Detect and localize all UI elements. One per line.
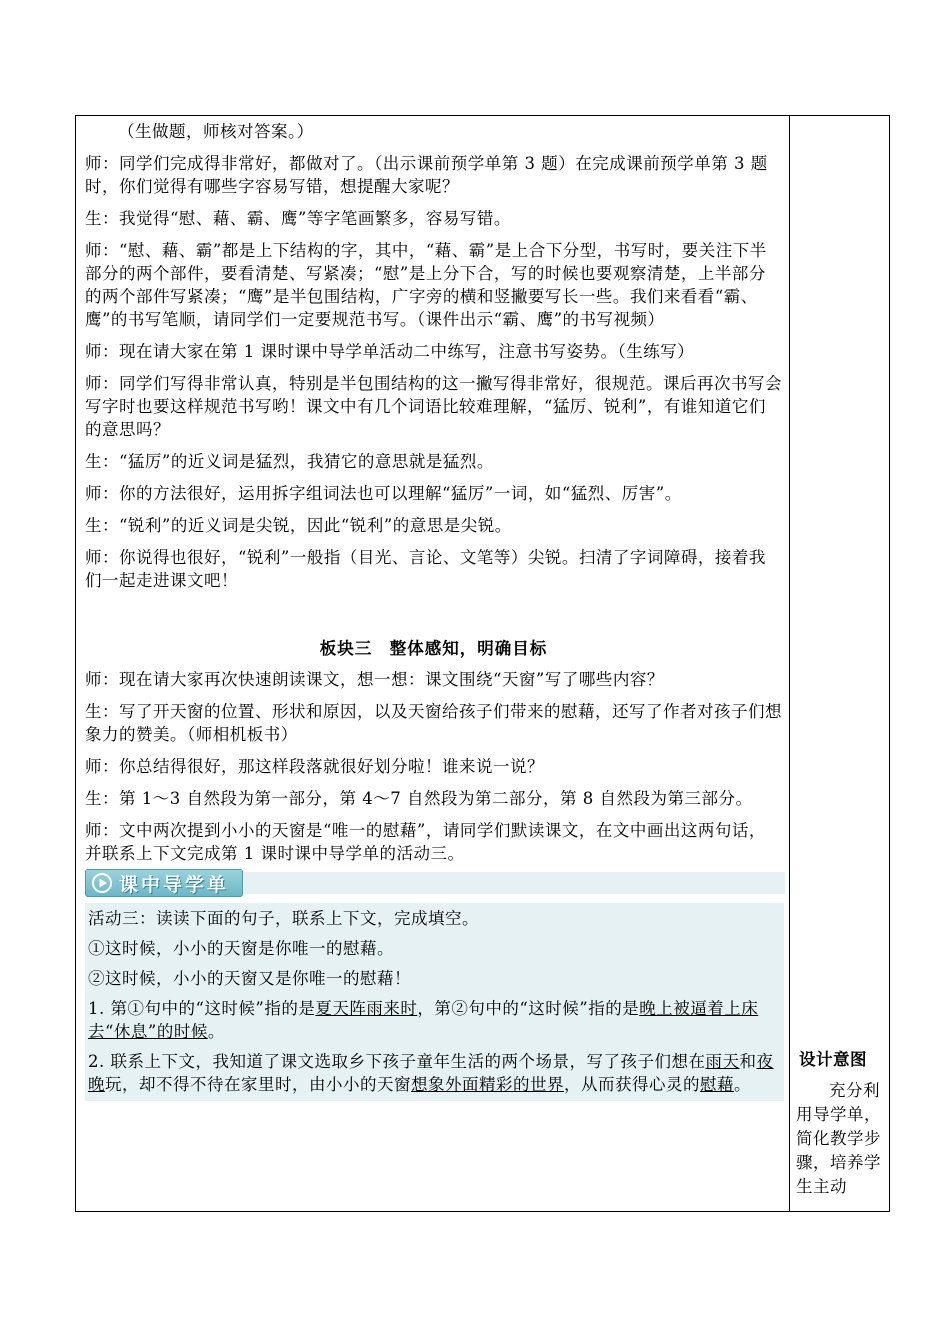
activity-title: 活动三：读读下面的句子，联系上下文，完成填空。 xyxy=(88,909,479,928)
paragraph: 师：你的方法很好，运用拆字组词法也可以理解“猛厉”一词，如“猛烈、厉害”。 xyxy=(85,484,682,503)
question-text: ，第②句中的“这时候”指的是 xyxy=(417,999,640,1018)
activity-question-1 xyxy=(88,997,779,1043)
worksheet-banner xyxy=(85,869,782,897)
paragraph: 师：你说得也很好，“锐利”一般指（目光、言论、文笔等）尖锐。扫清了字词障碍，接着我们一起走进课文吧！ xyxy=(85,548,766,590)
paragraph: 生：写了开天窗的位置、形状和原因，以及天窗给孩子们带来的慰藉，还写了作者对孩子们想象力的赞美。（师相机板书） xyxy=(85,702,782,744)
answer-blank: 雨天 xyxy=(705,1052,740,1071)
paragraph: 师：“慰、藉、霸”都是上下结构的字，其中，“藉、霸”是上合下分型，书写时，要关注下半部分的两个部件，要看清楚、写紧凑；“慰”是上分下合，写的时候也要观察清楚，上半部分的两个部件写紧凑；“鹰”是半包围结构，广字旁的横和竖撇要写长一些。我们来看看“霸、鹰”的书写笔顺，请同学们一定要规范书写。（课件出示“霸、鹰”的书写视频） xyxy=(85,241,767,329)
question-text: 玩，却不得不待在家里时，由小小的天窗 xyxy=(105,1075,411,1094)
paragraph: 师：同学们完成得非常好，都做对了。（出示课前预学单第 3 题）在完成课前预学单第 3 题时，你们觉得有哪些字容易写错，想提醒大家呢？ xyxy=(85,154,768,196)
lesson-content xyxy=(85,120,782,1101)
play-circle-icon xyxy=(91,872,113,894)
question-text: 2. 联系上下文，我知道了课文选取乡下孩子童年生活的两个场景，写了孩子们想在 xyxy=(88,1052,706,1071)
banner-label-box xyxy=(85,869,243,897)
paragraph: 师：现在请大家再次快速朗读课文，想一想：课文围绕“天窗”写了哪些内容？ xyxy=(85,670,664,689)
section-heading: 板块三 整体感知，明确目标 xyxy=(319,639,548,658)
column-divider xyxy=(789,116,790,1211)
activity-sentence: ①这时候，小小的天窗是你唯一的慰藉。 xyxy=(88,939,394,958)
paragraph: 生：第 1～3 自然段为第一部分，第 4～7 自然段为第二部分，第 8 自然段为第三部分。 xyxy=(85,789,753,808)
question-text: 。 xyxy=(207,1022,225,1041)
paragraph: 师：同学们写得非常认真，特别是半包围结构的这一撇写得非常好，很规范。课后再次书写会写字时也要这样规范书写哟！课文中有几个词语比较难理解，“猛厉、锐利”，有谁知道它们的意思吗？ xyxy=(85,374,782,439)
paragraph: 生：我觉得“慰、藉、霸、鹰”等字笔画繁多，容易写错。 xyxy=(85,209,511,228)
activity-question-2 xyxy=(88,1050,779,1096)
activity-box xyxy=(85,903,784,1101)
lesson-plan-table xyxy=(75,115,890,1212)
banner-title: 课中导学单 xyxy=(119,873,230,896)
paragraph: 师：现在请大家在第 1 课时课中导学单活动二中练写，注意书写姿势。（生练写） xyxy=(85,342,695,361)
paragraph: 师：你总结得很好，那这样段落就很好划分啦！谁来说一说？ xyxy=(85,757,544,776)
design-intent-column xyxy=(796,1048,884,1199)
answer-blank: 夜晚 xyxy=(88,1052,774,1094)
paragraph: 生：“锐利”的近义词是尖锐，因此“锐利”的意思是尖锐。 xyxy=(85,516,512,535)
answer-blank: 想象外面精彩的世界 xyxy=(411,1075,564,1094)
question-text: 。 xyxy=(734,1075,751,1094)
question-text: ，从而获得心灵的 xyxy=(564,1075,700,1094)
paragraph: 生：“猛厉”的近义词是猛烈，我猜它的意思就是猛烈。 xyxy=(85,452,494,471)
answer-blank: 慰藉 xyxy=(700,1075,734,1094)
answer-blank: 晚上被逼着上床去“休息”的时候 xyxy=(88,999,759,1041)
question-text: 1. 第①句中的“这时候”指的是 xyxy=(88,999,316,1018)
design-intent-title: 设计意图 xyxy=(799,1050,867,1069)
question-text: 和 xyxy=(739,1052,757,1071)
paragraph: 师：文中两次提到小小的天窗是“唯一的慰藉”，请同学们默读课文，在文中画出这两句话，并联系上下文完成第 1 课时课中导学单的活动三。 xyxy=(85,821,766,863)
answer-blank: 夏天阵雨来时 xyxy=(315,999,418,1018)
activity-sentence: ②这时候，小小的天窗又是你唯一的慰藉！ xyxy=(88,969,411,988)
design-intent-text: 充分利用导学单，简化教学步骤，培养学生主动 xyxy=(796,1081,881,1196)
paragraph: （生做题，师核对答案。） xyxy=(118,122,314,141)
